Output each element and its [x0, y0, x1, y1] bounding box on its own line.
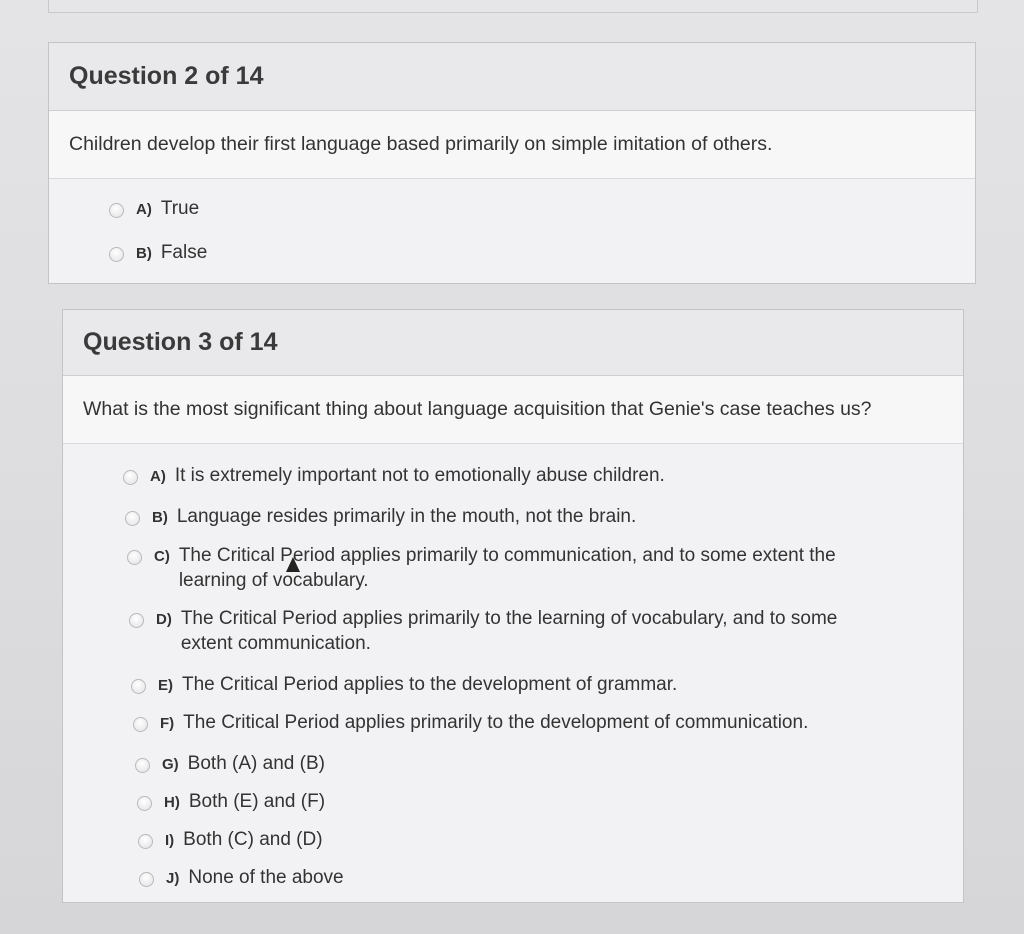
radio-button[interactable]	[131, 679, 146, 694]
radio-button[interactable]	[125, 511, 140, 526]
option-letter: J)	[166, 870, 180, 887]
option-text: Both (C) and (D)	[183, 829, 323, 850]
radio-button[interactable]	[109, 203, 124, 218]
radio-button[interactable]	[127, 550, 142, 565]
radio-button[interactable]	[135, 758, 150, 773]
option-text-line-1: The Critical Period applies primarily to the learning of vocabulary, and to some	[180, 608, 838, 629]
option-letter: D)	[156, 611, 172, 628]
answer-option-c[interactable]	[127, 546, 836, 593]
option-letter: H)	[164, 794, 180, 811]
radio-button[interactable]	[123, 470, 138, 485]
answer-option-e[interactable]	[131, 675, 677, 697]
option-text: The Critical Period applies primarily to the development of communication.	[183, 712, 809, 733]
answer-option-f[interactable]	[133, 713, 808, 735]
answer-option-a[interactable]	[109, 199, 199, 221]
answer-option-a[interactable]	[123, 466, 665, 488]
option-letter: C)	[154, 548, 170, 565]
answer-option-b[interactable]	[109, 243, 207, 265]
question-3-header: Question 3 of 14	[63, 310, 963, 376]
previous-panel-edge	[48, 0, 978, 13]
option-letter: B)	[152, 509, 168, 526]
option-text: None of the above	[188, 867, 344, 888]
option-letter: A)	[150, 468, 166, 485]
option-text-line-2: learning of vocabulary.	[178, 570, 369, 591]
option-letter: F)	[160, 715, 175, 732]
radio-button[interactable]	[138, 834, 153, 849]
radio-button[interactable]	[129, 613, 144, 628]
option-letter: G)	[162, 756, 179, 773]
answer-option-i[interactable]	[138, 830, 323, 852]
option-letter: I)	[165, 832, 175, 849]
option-text-line-2: extent communication.	[180, 633, 371, 654]
option-text-line-1: The Critical Period applies primarily to communication, and to some extent the	[178, 545, 836, 566]
option-letter: B)	[136, 245, 152, 262]
option-text: It is extremely important not to emotionally abuse children.	[174, 465, 665, 486]
question-3-text: What is the most significant thing about language acquisition that Genie's case teaches us?	[63, 376, 963, 444]
radio-button[interactable]	[139, 872, 154, 887]
option-text	[181, 606, 838, 656]
option-text: The Critical Period applies to the development of grammar.	[182, 674, 678, 695]
option-text: Both (E) and (F)	[188, 791, 326, 812]
option-text: Both (A) and (B)	[187, 753, 325, 774]
option-text	[179, 543, 836, 593]
question-2-header: Question 2 of 14	[49, 43, 975, 111]
question-3-panel	[62, 309, 964, 903]
radio-button[interactable]	[133, 717, 148, 732]
answer-option-h[interactable]	[137, 792, 325, 814]
radio-button[interactable]	[137, 796, 152, 811]
answer-option-d[interactable]	[129, 609, 837, 656]
answer-option-j[interactable]	[139, 868, 344, 890]
answer-option-g[interactable]	[135, 754, 325, 776]
option-text: False	[160, 242, 208, 263]
radio-button[interactable]	[109, 247, 124, 262]
option-letter: E)	[158, 677, 173, 694]
option-text: Language resides primarily in the mouth, not the brain.	[176, 506, 637, 527]
question-2-panel	[48, 42, 976, 284]
question-2-text: Children develop their first language based primarily on simple imitation of others.	[49, 111, 975, 179]
option-letter: A)	[136, 201, 152, 218]
mouse-cursor-icon	[286, 557, 300, 572]
option-text: True	[160, 198, 200, 219]
answer-option-b[interactable]	[125, 507, 636, 529]
